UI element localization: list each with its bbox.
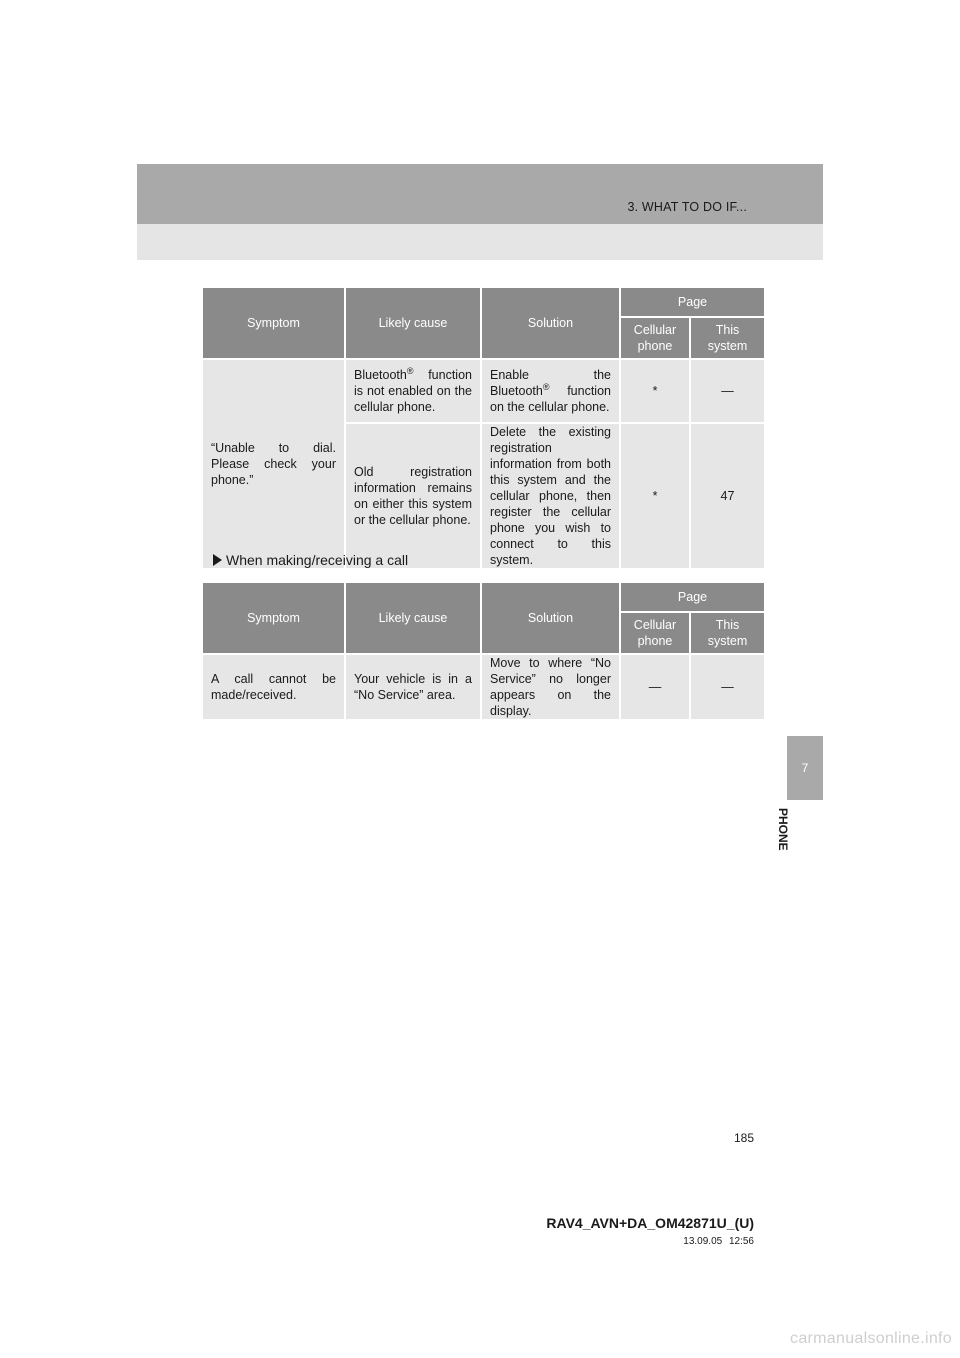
header-solution: Solution xyxy=(481,582,620,654)
chapter-number: 7 xyxy=(801,761,809,775)
troubleshooting-table-2 xyxy=(201,581,766,721)
registered-mark: ® xyxy=(406,365,414,376)
cause-text: function is not enabled on the cellular phone. xyxy=(354,368,472,414)
header-likely-cause: Likely cause xyxy=(345,287,481,359)
cellular-page-cell: * xyxy=(620,423,690,569)
header-solution: Solution xyxy=(481,287,620,359)
header-page: Page xyxy=(620,287,765,317)
watermark: carmanualsonline.info xyxy=(790,1330,952,1347)
solution-cell xyxy=(481,359,620,423)
solution-cell: Delete the existing registration information from both this system and the cellular phone, then register the cellular phone you wish to connect to this system. xyxy=(481,423,620,569)
table-row xyxy=(202,359,765,423)
document-timestamp: 13.09.05 12:56 xyxy=(683,1236,754,1247)
chapter-label: PHONE xyxy=(776,808,790,851)
table-row xyxy=(202,654,765,720)
subheading-text: When making/receiving a call xyxy=(226,552,409,568)
triangle-bullet-icon xyxy=(213,554,222,566)
header-page: Page xyxy=(620,582,765,612)
cause-cell: Old registration information remains on either this system or the cellular phone. xyxy=(345,423,481,569)
troubleshooting-table-1 xyxy=(201,286,766,570)
header-this-system: This system xyxy=(690,317,765,359)
cause-cell: Your vehicle is in a “No Service” area. xyxy=(345,654,481,720)
solution-cell: Move to where “No Service” no longer appears on the display. xyxy=(481,654,620,720)
system-page-cell: 47 xyxy=(690,423,765,569)
system-page-cell: — xyxy=(690,654,765,720)
chapter-tab xyxy=(787,736,823,800)
section-title: 3. WHAT TO DO IF... xyxy=(627,200,747,214)
document-code: RAV4_AVN+DA_OM42871U_(U) xyxy=(546,1215,754,1231)
cellular-page-cell: — xyxy=(620,654,690,720)
header-symptom: Symptom xyxy=(202,582,345,654)
registered-mark: ® xyxy=(542,381,550,392)
header-cellular-phone: Cellular phone xyxy=(620,612,690,654)
header-this-system: This system xyxy=(690,612,765,654)
header-likely-cause: Likely cause xyxy=(345,582,481,654)
symptom-cell: A call cannot be made/received. xyxy=(202,654,345,720)
header-cellular-phone: Cellular phone xyxy=(620,317,690,359)
cause-text: Bluetooth xyxy=(354,368,407,382)
solution-text: Enable the Bluetooth xyxy=(490,368,611,398)
system-page-cell: — xyxy=(690,359,765,423)
solution-text: function on the cellular phone. xyxy=(490,384,611,414)
subheading xyxy=(213,552,408,568)
header-symptom: Symptom xyxy=(202,287,345,359)
cellular-page-cell: * xyxy=(620,359,690,423)
symptom-cell: “Unable to dial. Please check your phone.” xyxy=(202,359,345,569)
page-header-bar xyxy=(137,164,823,224)
cause-cell xyxy=(345,359,481,423)
page-header-subbar xyxy=(137,224,823,260)
page-number: 185 xyxy=(733,1131,754,1145)
